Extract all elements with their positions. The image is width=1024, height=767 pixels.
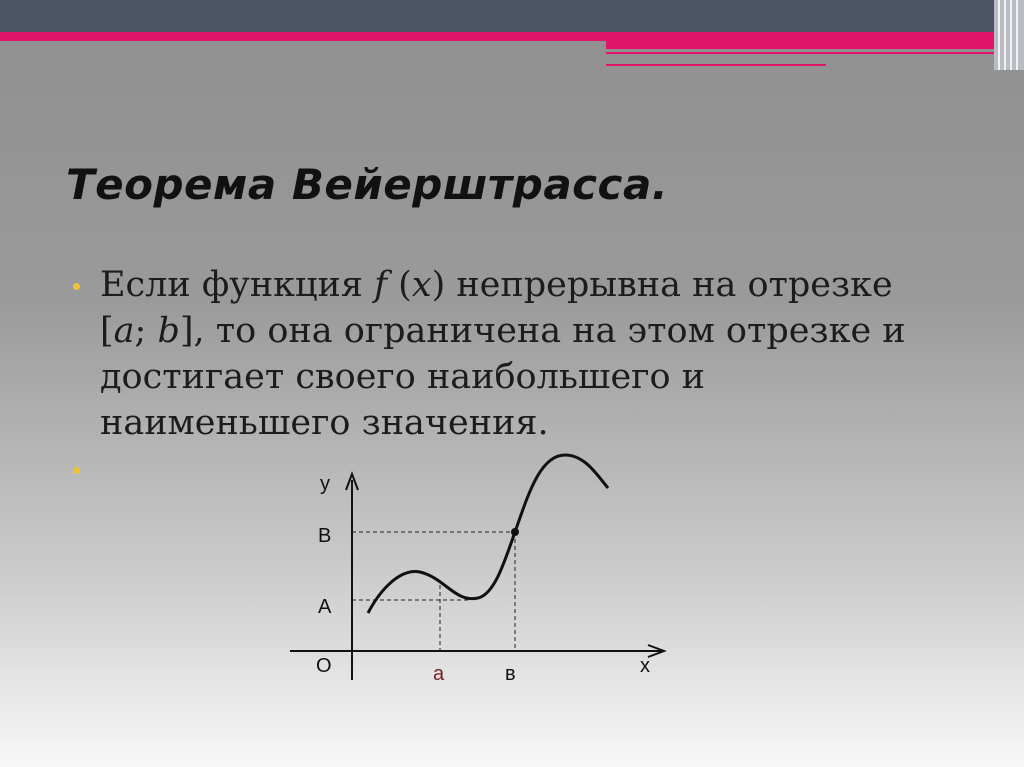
a-label: а [433,663,445,685]
function-curve [368,455,608,613]
math-x: x [411,265,432,305]
text-segment: ) непрерывна на отрезке [431,265,893,305]
text-segment: ; [134,311,158,351]
text-segment: ( [387,265,412,305]
B-label: В [318,525,332,547]
text-line-4: наименьшего значения. [100,403,549,443]
A-label: А [318,596,332,618]
x-axis-label: х [640,655,650,677]
text-segment: [ [100,311,114,351]
origin-label: О [316,655,332,677]
text-line-3: достигает своего наибольшего и [100,357,706,397]
math-f: f [374,265,388,305]
text-segment: Если функция [100,265,375,305]
slide-title: Теорема Вейерштрасса. [66,160,669,209]
max-point [511,528,519,536]
text-segment: ], то она ограничена на этом отрезке и [179,311,906,351]
y-axis-label: у [320,473,330,495]
b-label: в [505,663,516,685]
math-a: a [113,311,135,351]
math-b: b [157,311,180,351]
